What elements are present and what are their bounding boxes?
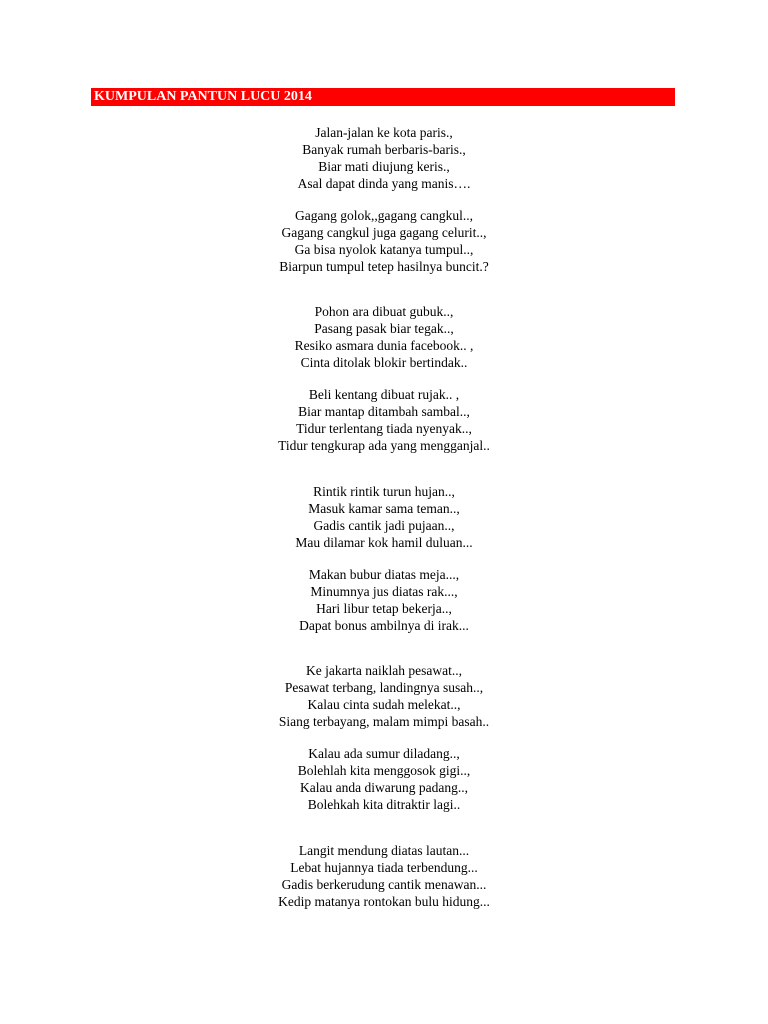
stanza-line: Pasang pasak biar tegak.., [314,321,454,336]
stanza-line: Gadis cantik jadi pujaan.., [313,518,455,533]
stanza-line: Biar mati diujung keris., [318,159,450,174]
stanza-line: Ke jakarta naiklah pesawat.., [306,663,462,678]
stanza-line: Resiko asmara dunia facebook.. , [294,338,474,353]
stanza-8 [200,745,568,813]
stanza-line: Bolehkah kita ditraktir lagi.. [307,797,461,812]
document-title: KUMPULAN PANTUN LUCU 2014 [94,89,312,104]
stanza-line: Masuk kamar sama teman.., [308,501,460,516]
stanza-6 [200,566,568,634]
stanza-line: Hari libur tetap bekerja.., [316,601,452,616]
stanza-line: Jalan-jalan ke kota paris., [315,125,453,140]
stanza-line: Biar mantap ditambah sambal.., [298,404,470,419]
stanza-line: Gagang cangkul juga gagang celurit.., [281,225,487,240]
stanza-line: Banyak rumah berbaris-baris., [302,142,466,157]
stanza-line: Cinta ditolak blokir bertindak.. [300,355,468,370]
stanza-3 [200,303,568,371]
stanza-line: Gagang golok,,gagang cangkul.., [294,208,474,223]
stanza-line: Siang terbayang, malam mimpi basah.. [278,714,490,729]
stanza-line: Pesawat terbang, landingnya susah.., [284,680,484,695]
stanza-line: Tidur tengkurap ada yang mengganjal.. [278,438,490,453]
stanza-line: Asal dapat dinda yang manis…. [297,176,471,191]
stanza-line: Kalau cinta sudah melekat.., [307,697,461,712]
stanza-line: Lebat hujannya tiada terbendung... [290,860,478,875]
stanza-7 [200,662,568,730]
stanza-9 [200,842,568,910]
stanza-line: Minumnya jus diatas rak..., [310,584,458,599]
stanza-line: Beli kentang dibuat rujak.. , [308,387,460,402]
stanza-line: Pohon ara dibuat gubuk.., [314,304,454,319]
stanza-4 [200,386,568,454]
stanza-line: Gadis berkerudung cantik menawan... [281,877,487,892]
stanza-line: Mau dilamar kok hamil duluan... [295,535,473,550]
stanza-line: Kalau anda diwarung padang.., [300,780,468,795]
stanza-line: Biarpun tumpul tetep hasilnya buncit.? [279,259,489,274]
stanza-2 [200,207,568,275]
stanza-5 [200,483,568,551]
stanza-line: Bolehlah kita menggosok gigi.., [297,763,471,778]
title-bar [91,88,675,106]
stanza-line: Rintik rintik turun hujan.., [313,484,455,499]
stanza-line: Kalau ada sumur diladang.., [308,746,460,761]
stanza-line: Kedip matanya rontokan bulu hidung... [278,894,490,909]
stanza-line: Tidur terlentang tiada nyenyak.., [296,421,472,436]
stanza-line: Ga bisa nyolok katanya tumpul.., [294,242,474,257]
stanza-1 [200,124,568,192]
stanza-line: Dapat bonus ambilnya di irak... [299,618,469,633]
stanza-line: Langit mendung diatas lautan... [298,843,470,858]
stanza-line: Makan bubur diatas meja..., [308,567,460,582]
